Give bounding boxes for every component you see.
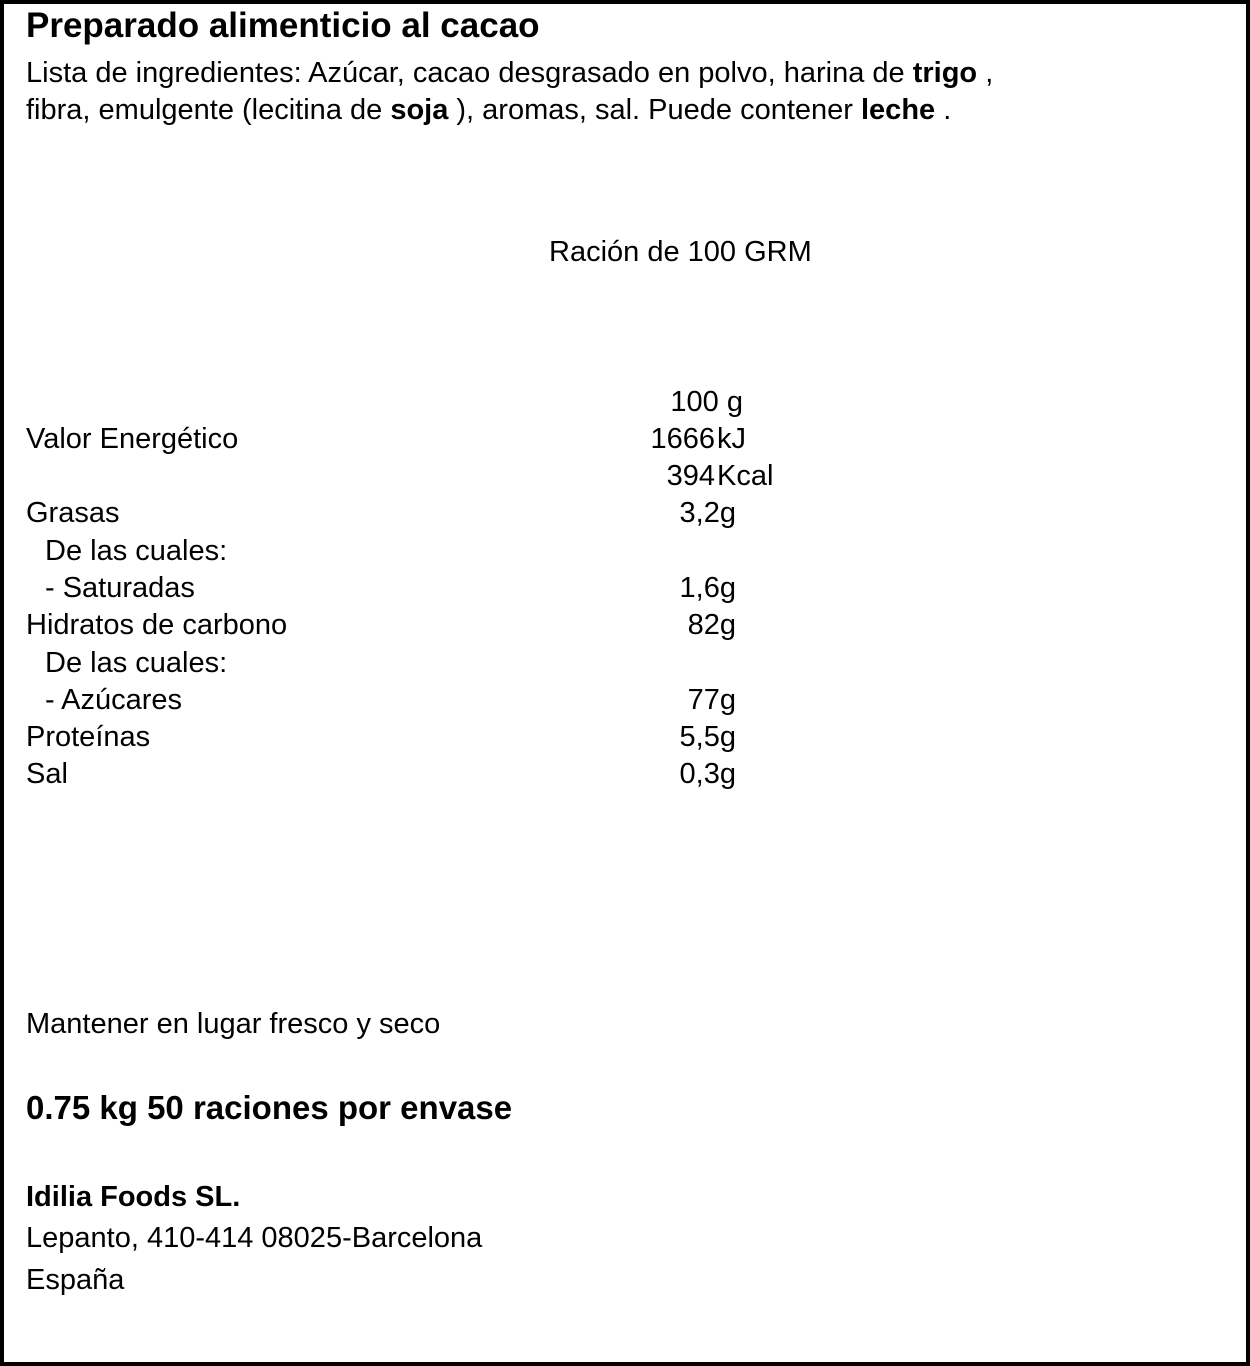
energy-kcal-unit: Kcal [717, 460, 774, 492]
ingredients-line-2 [26, 92, 951, 128]
product-title: Preparado alimenticio al cacao [26, 6, 540, 45]
serving-size: Ración de 100 GRM [549, 236, 812, 268]
nutrient-sublabel: De las cuales: [45, 647, 228, 679]
nutrient-value-salt: 0,3g [679, 758, 736, 790]
ingredients-text: ), aromas, sal. Puede contener [448, 94, 861, 126]
ingredients-text: fibra, emulgente (lecitina de [26, 94, 391, 126]
nutrient-value-protein: 5,5g [679, 721, 736, 753]
energy-label: Valor Energético [26, 423, 239, 455]
nutrition-column-header: 100 g [670, 386, 743, 418]
energy-kj-value: 1666 [650, 423, 715, 455]
ingredients-text: Lista de ingredientes: Azúcar, cacao desgrasado en polvo, harina de [26, 57, 913, 89]
nutrient-value-fat: 3,2g [679, 497, 736, 529]
nutrient-label-saturated: - Saturadas [45, 572, 195, 604]
ingredients-line-1 [26, 55, 993, 91]
allergen-trigo: trigo [912, 57, 978, 89]
nutrient-sublabel: De las cuales: [45, 535, 228, 567]
nutrient-label-carbs: Hidratos de carbono [26, 609, 288, 641]
energy-kcal-value: 394 [666, 460, 715, 492]
ingredients-text: . [935, 94, 952, 126]
package-info: 0.75 kg 50 raciones por envase [26, 1089, 513, 1126]
company-name: Idilia Foods SL. [26, 1181, 241, 1213]
allergen-soja: soja [390, 94, 449, 126]
nutrient-label-fat: Grasas [26, 497, 120, 529]
ingredients-text: , [977, 57, 994, 89]
nutrient-label-protein: Proteínas [26, 721, 151, 753]
allergen-leche: leche [861, 94, 936, 126]
company-address: Lepanto, 410-414 08025-Barcelona [26, 1222, 483, 1254]
nutrient-value-saturated: 1,6g [679, 572, 736, 604]
nutrient-label-salt: Sal [26, 758, 68, 790]
energy-kj-unit: kJ [717, 423, 746, 455]
nutrient-value-sugars: 77g [687, 684, 736, 716]
nutrient-value-carbs: 82g [687, 609, 736, 641]
company-country: España [26, 1264, 125, 1296]
nutrient-label-sugars: - Azúcares [45, 684, 182, 716]
storage-instructions: Mantener en lugar fresco y seco [26, 1008, 441, 1040]
